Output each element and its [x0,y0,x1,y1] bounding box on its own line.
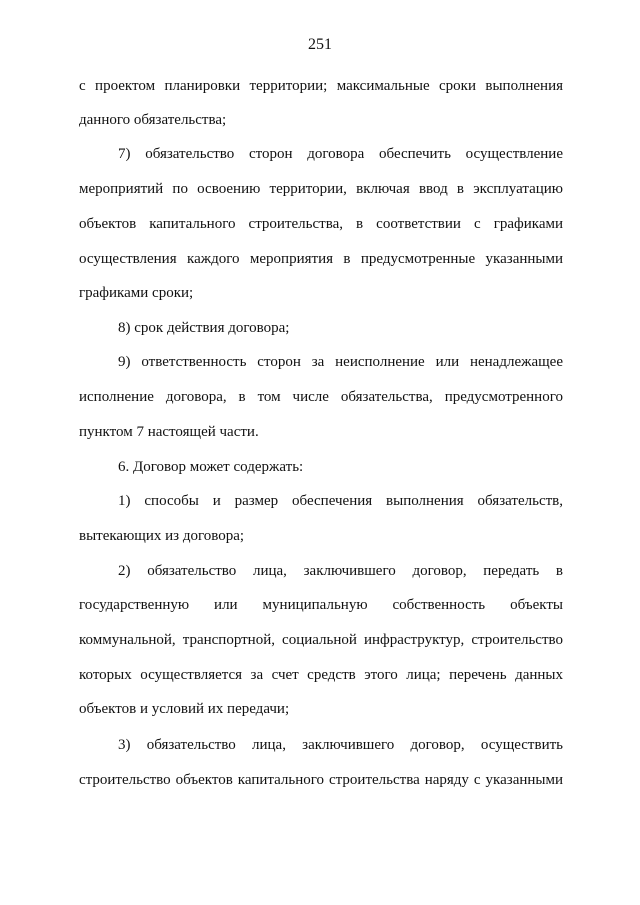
text-line: 1) способы и размер обеспечения выполнения обязательств, [118,493,563,509]
text-line: 2) обязательство лица, заключившего договор, передать в [118,563,563,579]
text-line: 8) срок действия договора; [118,320,290,336]
text-line: государственную или муниципальную собственность объекты [79,597,563,613]
text-line: коммунальной, транспортной, социальной инфраструктур, строительство [79,632,563,648]
text-line: строительство объектов капитального строительства наряду с указанными [79,772,563,788]
text-line: данного обязательства; [79,112,227,128]
text-line: пунктом 7 настоящей части. [79,424,259,440]
text-line: 6. Договор может содержать: [118,459,304,475]
text-line: 7) обязательство сторон договора обеспечить осуществление [118,146,563,162]
text-line: мероприятий по освоению территории, включая ввод в эксплуатацию [79,181,563,197]
page-number: 251 [308,36,332,53]
text-line: объектов и условий их передачи; [79,701,290,717]
text-line: 9) ответственность сторон за неисполнение или ненадлежащее [118,354,563,370]
text-line: которых осуществляется за счет средств этого лица; перечень данных [79,667,563,683]
text-line: с проектом планировки территории; максимальные сроки выполнения [79,78,563,94]
text-line: исполнение договора, в том числе обязательства, предусмотренного [79,389,563,405]
text-line: 3) обязательство лица, заключившего договор, осуществить [118,737,563,753]
text-line: вытекающих из договора; [79,528,245,544]
text-line: графиками сроки; [79,285,194,301]
text-line: объектов капитального строительства, в соответствии с графиками [79,216,563,232]
text-line: осуществления каждого мероприятия в предусмотренные указанными [79,251,563,267]
